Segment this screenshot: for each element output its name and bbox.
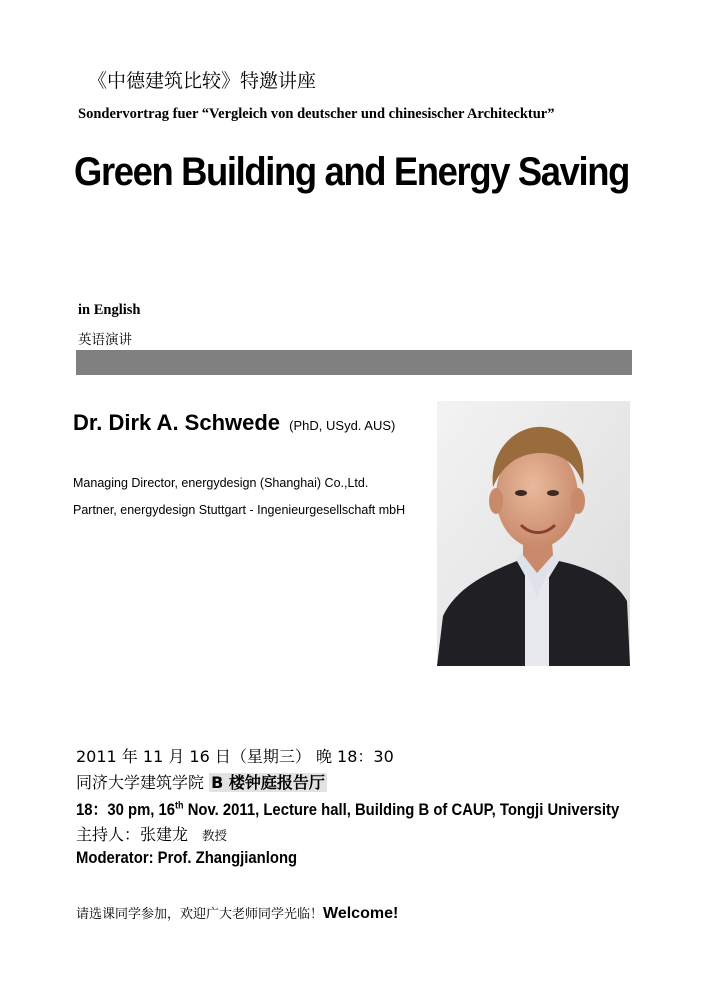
host-title-cn: 教授 — [202, 828, 228, 843]
speaker-role-1: Managing Director, energydesign (Shanghai) Co.,Ltd. — [73, 476, 369, 490]
venue-en-rest: Nov. 2011, Lecture hall, Building B of CAUP, Tongji University — [183, 801, 620, 819]
venue-cn-hall: B 楼钟庭报告厅 — [211, 773, 325, 792]
time-en-start: 18：30 pm, 16 — [76, 801, 176, 819]
venue-en — [76, 796, 619, 820]
speaker-role-2: Partner, energydesign Stuttgart - Ingenieurgesellschaft mbH — [73, 503, 406, 517]
venue-cn-prefix: 同济大学建筑学院 — [76, 773, 210, 792]
event-date-cn: 2011 年 11 月 16 日（星期三） 晚 18：30 — [76, 747, 394, 766]
language-note-en: in English — [78, 302, 141, 318]
speaker-credentials: (PhD, USyd. AUS) — [289, 418, 396, 433]
date-ordinal-suffix: th — [175, 800, 184, 812]
speaker-photo — [437, 401, 630, 666]
host-cn — [76, 822, 227, 845]
speaker-heading — [73, 410, 395, 436]
series-title: 《中德建筑比较》特邀讲座 — [88, 70, 317, 92]
welcome-cn: 请选课同学参加，欢迎广大老师同学光临！ — [76, 907, 324, 922]
german-subtitle: Sondervortrag fuer “Vergleich von deutscher und chinesischer Architecktur” — [78, 106, 555, 122]
welcome-en: Welcome! — [323, 905, 399, 922]
host-name-cn: 主持人：张建龙 — [76, 825, 189, 844]
divider-bar — [76, 350, 632, 375]
venue-cn — [76, 770, 327, 793]
welcome-line — [76, 903, 398, 923]
language-note-cn: 英语演讲 — [78, 332, 132, 348]
moderator-en: Moderator: Prof. Zhangjianlong — [76, 849, 298, 867]
speaker-name: Dr. Dirk A. Schwede — [73, 410, 281, 435]
lecture-title: Green Building and Energy Saving — [74, 150, 630, 194]
